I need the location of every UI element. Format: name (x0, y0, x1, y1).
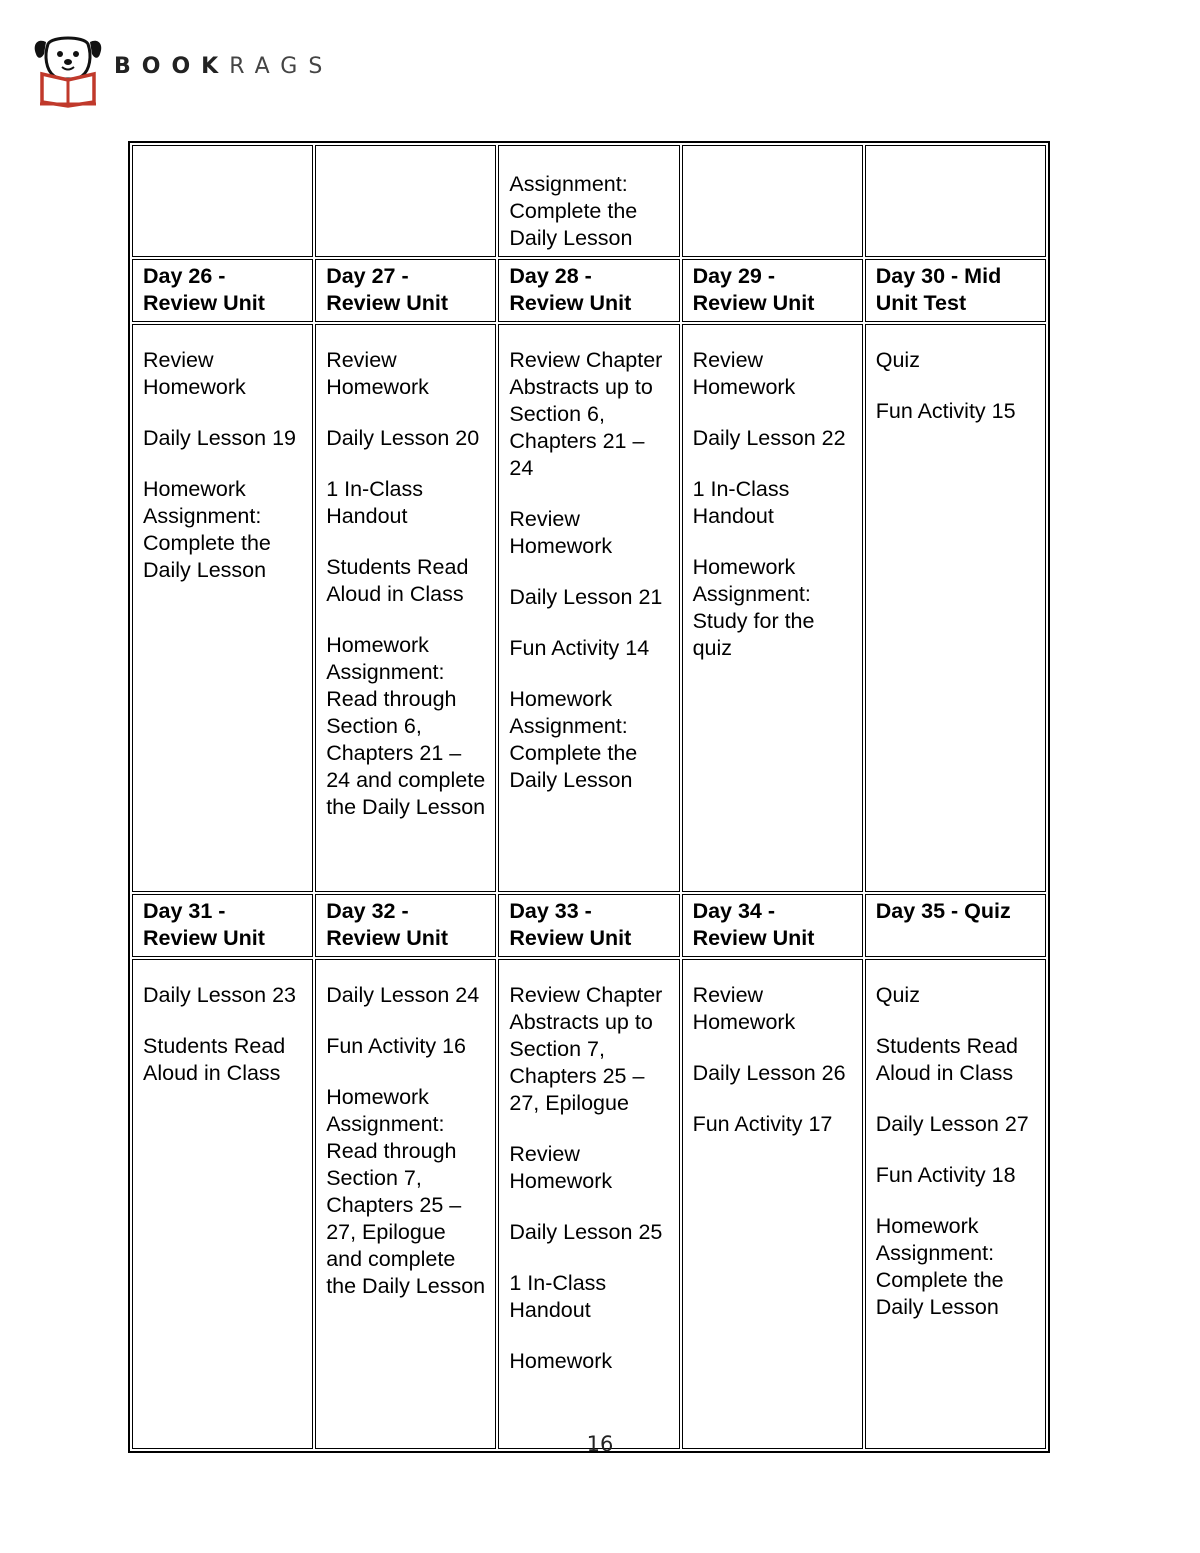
continued-cell (498, 145, 679, 257)
activity-item: Fun Activity 14 (509, 636, 650, 660)
activity-item: Homework (509, 1349, 613, 1373)
continued-cell (315, 145, 496, 257)
activity-item: Homework Assignment: Read through Section 6, Chapters 21 – 24 and complete the Daily Lesson (326, 633, 486, 819)
activity-item: Fun Activity 17 (692, 1112, 833, 1136)
continued-cell (682, 145, 863, 257)
day-header: Day 34 - Review Unit (682, 894, 863, 957)
day-34-content (682, 959, 863, 1449)
activity-item: Daily Lesson 27 (875, 1112, 1029, 1136)
continued-row (132, 145, 1046, 257)
day-31-content (132, 959, 313, 1449)
activity-item: Daily Lesson 22 (692, 426, 846, 450)
brand-wordmark (114, 54, 333, 79)
day-content-row (132, 324, 1046, 892)
activity-item: Students Read Aloud in Class (143, 1034, 286, 1085)
day-content-row (132, 959, 1046, 1449)
lesson-schedule-table (128, 141, 1050, 1453)
activity-item: Quiz (875, 983, 920, 1007)
day-32-content (315, 959, 496, 1449)
day-header: Day 30 - Mid Unit Test (865, 259, 1046, 322)
activity-item: Quiz (875, 348, 920, 372)
day-28-content (498, 324, 679, 892)
activity-item: Daily Lesson 24 (326, 983, 480, 1007)
activity-item: 1 In-Class Handout (509, 1271, 607, 1322)
activity-item: Homework Assignment: Study for the quiz (692, 555, 815, 660)
page-number: 16 (586, 1432, 614, 1456)
activity-item: Homework Assignment: Complete the Daily Lesson (143, 477, 271, 582)
day-header: Day 33 - Review Unit (498, 894, 679, 957)
continued-text: Assignment: Complete the Daily Lesson (509, 172, 638, 250)
brand-light: RAGS (229, 54, 334, 79)
activity-item: Review Homework (692, 348, 796, 399)
activity-item: Fun Activity 18 (875, 1163, 1016, 1187)
activity-item: Daily Lesson 23 (143, 983, 296, 1007)
day-29-content (682, 324, 863, 892)
activity-item: Students Read Aloud in Class (875, 1034, 1018, 1085)
day-header: Day 31 - Review Unit (132, 894, 313, 957)
activity-item: Daily Lesson 19 (143, 426, 296, 450)
day-35-content (865, 959, 1046, 1449)
day-27-content (315, 324, 496, 892)
brand-bold: BOOK (114, 54, 230, 79)
activity-item: Daily Lesson 21 (509, 585, 663, 609)
day-header: Day 27 - Review Unit (315, 259, 496, 322)
day-33-content (498, 959, 679, 1449)
activity-item: Homework Assignment: Complete the Daily Lesson (875, 1214, 1004, 1319)
activity-item: Review Homework (326, 348, 429, 399)
activity-item: Review Chapter Abstracts up to Section 6, Chapters 21 – 24 (509, 348, 663, 480)
activity-item: Review Homework (692, 983, 796, 1034)
bookrags-logo (32, 34, 342, 110)
activity-item: Daily Lesson 20 (326, 426, 480, 450)
activity-item: Daily Lesson 26 (692, 1061, 846, 1085)
continued-cell (865, 145, 1046, 257)
activity-item: Review Homework (509, 1142, 613, 1193)
activity-item: Fun Activity 15 (875, 399, 1016, 423)
activity-item: Homework Assignment: Read through Section 7, Chapters 25 – 27, Epilogue and complete the Daily Lesson (326, 1085, 486, 1298)
activity-item: 1 In-Class Handout (692, 477, 790, 528)
day-header-row (132, 894, 1046, 957)
day-header-row (132, 259, 1046, 322)
day-26-content (132, 324, 313, 892)
day-header: Day 32 - Review Unit (315, 894, 496, 957)
day-30-content (865, 324, 1046, 892)
day-header: Day 29 - Review Unit (682, 259, 863, 322)
activity-item: Daily Lesson 25 (509, 1220, 663, 1244)
activity-item: Students Read Aloud in Class (326, 555, 469, 606)
activity-item: 1 In-Class Handout (326, 477, 423, 528)
activity-item: Review Chapter Abstracts up to Section 7, Chapters 25 – 27, Epilogue (509, 983, 663, 1115)
continued-cell (132, 145, 313, 257)
activity-item: Review Homework (509, 507, 613, 558)
day-header: Day 35 - Quiz (865, 894, 1046, 957)
dog-book-logo-icon (32, 34, 104, 108)
activity-item: Homework Assignment: Complete the Daily Lesson (509, 687, 638, 792)
day-header: Day 26 - Review Unit (132, 259, 313, 322)
activity-item: Review Homework (143, 348, 246, 399)
day-header: Day 28 - Review Unit (498, 259, 679, 322)
activity-item: Fun Activity 16 (326, 1034, 467, 1058)
